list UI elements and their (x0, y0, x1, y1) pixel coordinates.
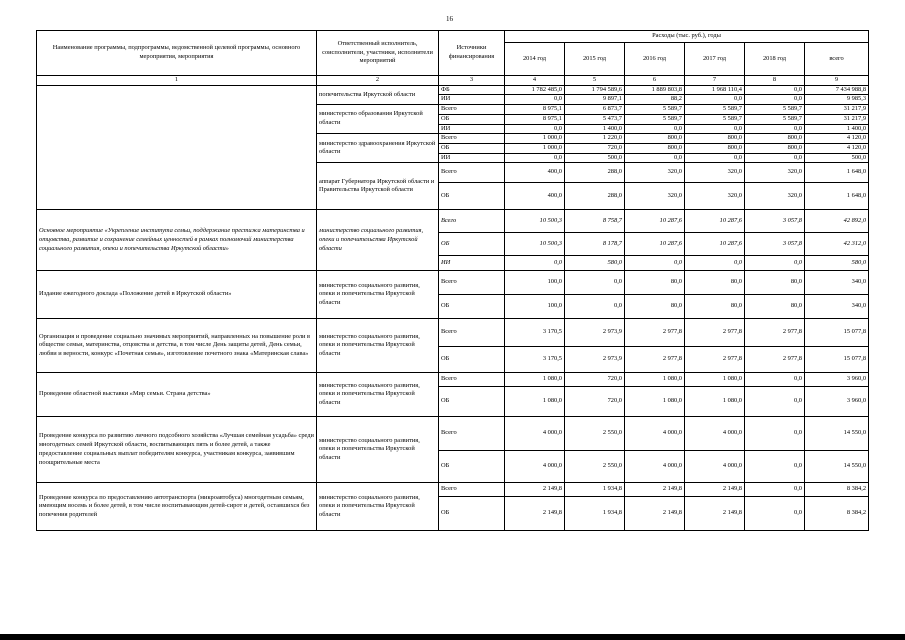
year-value-cell: 2 973,9 (565, 319, 625, 347)
year-value-cell: 1 782 485,0 (505, 85, 565, 95)
source-cell: ОБ (439, 233, 505, 256)
year-value-cell: 5 589,7 (745, 105, 805, 115)
total-value-cell: 1 400,0 (805, 124, 869, 134)
year-value-cell: 2 550,0 (565, 451, 625, 483)
source-cell: ФБ (439, 85, 505, 95)
table-row (37, 417, 869, 451)
year-value-cell: 3 057,8 (745, 210, 805, 233)
total-value-cell: 9 985,3 (805, 95, 869, 105)
total-value-cell: 500,0 (805, 153, 869, 163)
total-value-cell: 14 550,0 (805, 451, 869, 483)
year-value-cell: 0,0 (685, 256, 745, 271)
year-value-cell: 9 897,1 (565, 95, 625, 105)
source-cell: ОБ (439, 295, 505, 319)
year-value-cell: 100,0 (505, 295, 565, 319)
year-value-cell: 4 000,0 (505, 451, 565, 483)
total-value-cell: 1 648,0 (805, 183, 869, 210)
year-value-cell: 10 287,6 (625, 210, 685, 233)
year-value-cell: 2 977,8 (625, 347, 685, 373)
year-value-cell: 5 473,7 (565, 114, 625, 124)
header-year: 2018 год (745, 43, 805, 76)
year-value-cell: 800,0 (745, 134, 805, 144)
year-value-cell: 2 977,8 (685, 319, 745, 347)
year-value-cell: 800,0 (625, 143, 685, 153)
total-value-cell: 3 960,0 (805, 387, 869, 417)
year-value-cell: 320,0 (745, 183, 805, 210)
year-value-cell: 3 170,5 (505, 319, 565, 347)
year-value-cell: 2 149,8 (625, 483, 685, 497)
source-cell: ИИ (439, 256, 505, 271)
year-value-cell: 2 149,8 (505, 483, 565, 497)
year-value-cell: 0,0 (685, 95, 745, 105)
total-value-cell: 4 120,0 (805, 134, 869, 144)
year-value-cell: 8 975,1 (505, 114, 565, 124)
page-number: 16 (446, 15, 453, 23)
table-row (37, 319, 869, 347)
year-value-cell: 0,0 (745, 451, 805, 483)
year-value-cell: 8 758,7 (565, 210, 625, 233)
year-value-cell: 800,0 (625, 134, 685, 144)
year-value-cell: 1 080,0 (685, 373, 745, 387)
year-value-cell: 2 149,8 (685, 483, 745, 497)
year-value-cell: 1 400,0 (565, 124, 625, 134)
source-cell: ИИ (439, 95, 505, 105)
executor-cell: министерство социального развития, опеки и попечительства Иркутской области (317, 271, 439, 319)
header-expenses: Расходы (тыс. руб.), годы (505, 31, 869, 43)
year-value-cell: 10 287,6 (685, 233, 745, 256)
year-value-cell: 4 000,0 (685, 451, 745, 483)
total-value-cell: 15 077,8 (805, 347, 869, 373)
year-value-cell: 0,0 (625, 124, 685, 134)
source-cell: Всего (439, 373, 505, 387)
activity-name-cell: Проведение областной выставки «Мир семьи. Страна детства» (37, 373, 317, 417)
year-value-cell: 0,0 (505, 124, 565, 134)
total-value-cell: 580,0 (805, 256, 869, 271)
source-cell: ОБ (439, 114, 505, 124)
year-value-cell: 2 977,8 (625, 319, 685, 347)
year-value-cell: 0,0 (685, 124, 745, 134)
col-number: 2 (317, 76, 439, 86)
source-cell: Всего (439, 417, 505, 451)
source-cell: Всего (439, 483, 505, 497)
total-value-cell: 340,0 (805, 295, 869, 319)
executor-cell: министерство социального развития, опеки и попечительства Иркутской области (317, 373, 439, 417)
total-value-cell: 3 960,0 (805, 373, 869, 387)
executor-cell: министерство социального развития, опеки и попечительства Иркутской области (317, 417, 439, 483)
activity-name-cell: Проведение конкурса по предоставлению автотранспорта (микроавтобуса) многодетным семьям, имеющим восемь и более детей, в том числе воспитывающим детей-сирот и детей, оставшихся без попечения родителей (37, 483, 317, 531)
total-value-cell: 1 648,0 (805, 163, 869, 183)
year-value-cell: 500,0 (565, 153, 625, 163)
year-value-cell: 10 287,6 (625, 233, 685, 256)
year-value-cell: 2 149,8 (685, 497, 745, 531)
year-value-cell: 800,0 (685, 134, 745, 144)
total-value-cell: 31 217,9 (805, 114, 869, 124)
year-value-cell: 1 934,8 (565, 497, 625, 531)
activity-name-cell: Проведение конкурса по развитию личного подсобного хозяйства «Лучшая семейная усадьба» среди многодетных семей Иркутской области, воспитывающих пять и более детей, а также предоставление социальных выплат победителям конкурса, участникам конкурса, заявившим поощрительные места (37, 417, 317, 483)
year-value-cell: 0,0 (625, 153, 685, 163)
year-value-cell: 800,0 (745, 143, 805, 153)
year-value-cell: 1 080,0 (625, 373, 685, 387)
source-cell: ОБ (439, 451, 505, 483)
year-value-cell: 0,0 (505, 153, 565, 163)
header-year: 2015 год (565, 43, 625, 76)
year-value-cell: 2 149,8 (625, 497, 685, 531)
year-value-cell: 0,0 (745, 124, 805, 134)
source-cell: Всего (439, 134, 505, 144)
year-value-cell: 4 000,0 (625, 417, 685, 451)
year-value-cell: 720,0 (565, 373, 625, 387)
year-value-cell: 0,0 (625, 256, 685, 271)
header-source: Источники финансирования (439, 31, 505, 76)
header-year: 2017 год (685, 43, 745, 76)
year-value-cell: 0,0 (745, 483, 805, 497)
budget-table (36, 30, 869, 531)
header-name: Наименование программы, подпрограммы, ведомственной целевой программы, основного мероприятия, мероприятия (37, 31, 317, 76)
total-value-cell: 4 120,0 (805, 143, 869, 153)
year-value-cell: 80,0 (625, 295, 685, 319)
executor-cell: министерство здравоохранения Иркутской области (317, 134, 439, 163)
year-value-cell: 0,0 (745, 153, 805, 163)
total-value-cell: 7 434 988,8 (805, 85, 869, 95)
header-year: 2014 год (505, 43, 565, 76)
year-value-cell: 80,0 (745, 295, 805, 319)
year-value-cell: 1 968 110,4 (685, 85, 745, 95)
col-number: 8 (745, 76, 805, 86)
executor-cell: министерство социального развития, опеки и попечительства Иркутской области (317, 319, 439, 373)
year-value-cell: 1 000,0 (505, 134, 565, 144)
table-row (37, 271, 869, 295)
year-value-cell: 1 080,0 (685, 387, 745, 417)
year-value-cell: 0,0 (565, 295, 625, 319)
year-value-cell: 580,0 (565, 256, 625, 271)
year-value-cell: 0,0 (745, 256, 805, 271)
year-value-cell: 800,0 (685, 143, 745, 153)
year-value-cell: 2 977,8 (745, 347, 805, 373)
source-cell: ИИ (439, 124, 505, 134)
year-value-cell: 0,0 (745, 417, 805, 451)
activity-name-cell: Организация и проведение социально значимых мероприятий, направленных на повышение роли в обществе семьи, материнства, отцовства и детства, в том числе День защиты детей, День семьи, любви и верности, конкурс «Почетная семья», изготовление почетного знака «Материнская слава» (37, 319, 317, 373)
total-value-cell: 14 550,0 (805, 417, 869, 451)
year-value-cell: 80,0 (685, 295, 745, 319)
year-value-cell: 2 977,8 (745, 319, 805, 347)
year-value-cell: 1 080,0 (505, 387, 565, 417)
scan-bottom-border (0, 634, 905, 640)
year-value-cell: 2 149,8 (505, 497, 565, 531)
table-row (37, 210, 869, 233)
year-value-cell: 1 934,8 (565, 483, 625, 497)
year-value-cell: 80,0 (625, 271, 685, 295)
col-number: 4 (505, 76, 565, 86)
year-value-cell: 3 170,5 (505, 347, 565, 373)
year-value-cell: 0,0 (505, 95, 565, 105)
year-value-cell: 0,0 (745, 497, 805, 531)
year-value-cell: 4 000,0 (505, 417, 565, 451)
source-cell: Всего (439, 319, 505, 347)
total-value-cell: 340,0 (805, 271, 869, 295)
source-cell: Всего (439, 210, 505, 233)
col-number: 9 (805, 76, 869, 86)
year-value-cell: 0,0 (505, 256, 565, 271)
year-value-cell: 4 000,0 (625, 451, 685, 483)
year-value-cell: 10 500,3 (505, 233, 565, 256)
executor-cell: министерство социального развития, опеки и попечительства Иркутской области (317, 483, 439, 531)
year-value-cell: 8 178,7 (565, 233, 625, 256)
year-value-cell: 720,0 (565, 387, 625, 417)
year-value-cell: 2 977,8 (685, 347, 745, 373)
year-value-cell: 1 000,0 (505, 143, 565, 153)
year-value-cell: 8 975,1 (505, 105, 565, 115)
year-value-cell: 1 220,0 (565, 134, 625, 144)
year-value-cell: 5 589,7 (685, 114, 745, 124)
total-value-cell: 42 312,0 (805, 233, 869, 256)
col-number: 5 (565, 76, 625, 86)
total-value-cell: 15 077,8 (805, 319, 869, 347)
year-value-cell: 5 589,7 (745, 114, 805, 124)
source-cell: ОБ (439, 183, 505, 210)
source-cell: ИИ (439, 153, 505, 163)
source-cell: ОБ (439, 347, 505, 373)
activity-name-cell: Издание ежегодного доклада «Положение детей в Иркутской области» (37, 271, 317, 319)
year-value-cell: 6 873,7 (565, 105, 625, 115)
year-value-cell: 320,0 (625, 163, 685, 183)
total-value-cell: 8 384,2 (805, 483, 869, 497)
year-value-cell: 320,0 (685, 183, 745, 210)
year-value-cell: 0,0 (745, 387, 805, 417)
year-value-cell: 2 973,9 (565, 347, 625, 373)
total-value-cell: 42 892,0 (805, 210, 869, 233)
table-row (37, 85, 869, 95)
year-value-cell: 10 287,6 (685, 210, 745, 233)
col-number: 3 (439, 76, 505, 86)
year-value-cell: 320,0 (745, 163, 805, 183)
header-year: 2016 год (625, 43, 685, 76)
year-value-cell: 80,0 (685, 271, 745, 295)
source-cell: Всего (439, 271, 505, 295)
table-row (37, 373, 869, 387)
year-value-cell: 0,0 (745, 85, 805, 95)
source-cell: Всего (439, 163, 505, 183)
col-number: 7 (685, 76, 745, 86)
year-value-cell: 720,0 (565, 143, 625, 153)
year-value-cell: 1 080,0 (625, 387, 685, 417)
source-cell: ОБ (439, 387, 505, 417)
source-cell: ОБ (439, 143, 505, 153)
header-executor: Ответственный исполнитель, соисполнители, участники, исполнители мероприятий (317, 31, 439, 76)
year-value-cell: 88,2 (625, 95, 685, 105)
year-value-cell: 5 589,7 (625, 114, 685, 124)
executor-cell: министерство образования Иркутской области (317, 105, 439, 134)
activity-name-cell (37, 85, 317, 210)
year-value-cell: 10 500,3 (505, 210, 565, 233)
executor-cell: аппарат Губернатора Иркутской области и Правительства Иркутской области (317, 163, 439, 210)
year-value-cell: 4 000,0 (685, 417, 745, 451)
year-value-cell: 0,0 (745, 95, 805, 105)
total-value-cell: 31 217,9 (805, 105, 869, 115)
year-value-cell: 5 589,7 (625, 105, 685, 115)
year-value-cell: 5 589,7 (685, 105, 745, 115)
year-value-cell: 1 080,0 (505, 373, 565, 387)
total-value-cell: 8 384,2 (805, 497, 869, 531)
year-value-cell: 320,0 (685, 163, 745, 183)
source-cell: ОБ (439, 497, 505, 531)
table-body (37, 85, 869, 531)
table-row (37, 483, 869, 497)
executor-cell: министерство социального развития, опеки и попечительства Иркутской области (317, 210, 439, 271)
year-value-cell: 100,0 (505, 271, 565, 295)
year-value-cell: 320,0 (625, 183, 685, 210)
year-value-cell: 0,0 (745, 373, 805, 387)
year-value-cell: 80,0 (745, 271, 805, 295)
year-value-cell: 0,0 (565, 271, 625, 295)
year-value-cell: 1 889 803,8 (625, 85, 685, 95)
year-value-cell: 288,0 (565, 163, 625, 183)
year-value-cell: 400,0 (505, 163, 565, 183)
executor-cell: попечительства Иркутской области (317, 85, 439, 104)
source-cell: Всего (439, 105, 505, 115)
year-value-cell: 1 794 589,6 (565, 85, 625, 95)
year-value-cell: 0,0 (685, 153, 745, 163)
year-value-cell: 2 550,0 (565, 417, 625, 451)
header-year-total: всего (805, 43, 869, 76)
year-value-cell: 400,0 (505, 183, 565, 210)
col-number: 1 (37, 76, 317, 86)
activity-name-cell: Основное мероприятие «Укрепление института семьи, поддержание престижа материнства и отцовства, развитие и сохранение семейных ценностей в рамках полномочий министерства социального развития, опеки и попечительства Иркутской области» (37, 210, 317, 271)
year-value-cell: 3 057,8 (745, 233, 805, 256)
year-value-cell: 288,0 (565, 183, 625, 210)
col-number: 6 (625, 76, 685, 86)
